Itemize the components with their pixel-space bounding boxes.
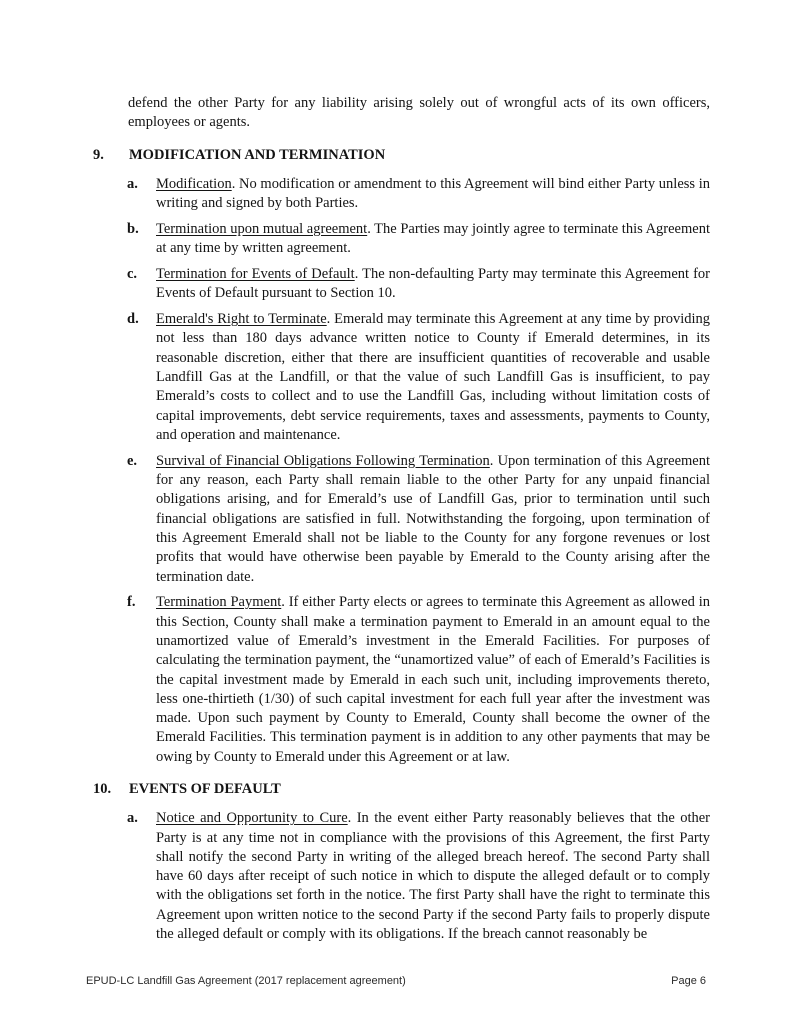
clause-body: . Emerald may terminate this Agreement at any time by providing not less than 180 days advance written notice to County if Emerald determines, in its reasonable discretion, either that there are insufficient quantities of recoverable and usable Landfill Gas at the Landfill, or that the value of such Landfill Gas is insufficient, to pay Emerald’s costs to collect and to use the Landfill Gas, including without limitation costs of capital improvements, debt service requirements, taxes and assessments, payments to County, and operation and maintenance. xyxy=(156,311,711,443)
clause-letter: a. xyxy=(127,175,138,192)
clause-paragraph xyxy=(156,175,710,214)
section-title: EVENTS OF DEFAULT xyxy=(129,781,281,797)
clause-letter: d. xyxy=(127,311,139,328)
clause-letter: a. xyxy=(127,810,138,827)
clause-item-9b xyxy=(93,220,710,259)
section-heading-9 xyxy=(93,146,710,165)
clause-item-9e xyxy=(93,452,710,587)
clause-paragraph xyxy=(156,220,710,259)
clause-body: . If either Party elects or agrees to terminate this Agreement as allowed in this Section, County shall make a termination payment to Emerald in an amount equal to the unamortized value of Emerald’s investment in the Emerald Facilities. For purposes of calculating the termination payment, the “unamortized value” of each of Emerald’s Facilities is the capital investment made by Emerald in each such unit, including improvements thereto, less one-thirtieth (1/30) of such capital investment for each full year after the investment was made. Upon such payment by County to Emerald, County shall become the owner of the Emerald Facilities. This termination payment is in addition to any other payments that may be owing by County to Emerald under this Agreement or at law. xyxy=(156,594,710,765)
clause-item-9a xyxy=(93,175,710,214)
clause-paragraph xyxy=(156,265,710,304)
clause-body: . The non-defaulting Party may terminate this Agreement for Events of Default pursuant to Section 10. xyxy=(156,266,710,302)
clause-paragraph xyxy=(156,593,710,767)
section-number: 9. xyxy=(93,146,104,163)
clause-letter: f. xyxy=(127,594,136,611)
section-number: 10. xyxy=(93,781,112,797)
clause-lead-underlined: Survival of Financial Obligations Following Termination xyxy=(156,452,490,469)
clause-lead-underlined: Emerald's Right to Terminate xyxy=(156,311,327,328)
document-body xyxy=(93,94,710,951)
clause-item-10a xyxy=(93,809,710,944)
footer-document-title: EPUD-LC Landfill Gas Agreement (2017 replacement agreement) xyxy=(86,975,406,987)
section-heading-10 xyxy=(93,780,710,799)
footer-page-number: Page 6 xyxy=(671,975,706,987)
clause-paragraph xyxy=(156,310,710,445)
clause-lead-underlined: Termination Payment xyxy=(156,594,282,611)
clause-body: . In the event either Party reasonably believes that the other Party is at any time not in compliance with the provisions of this Agreement, the first Party shall notify the second Party in writing of the alleged breach hereof. The second Party shall have 60 days after receipt of such notice in which to dispute the alleged default or to comply with the obligations set forth in the notice. The first Party shall have the right to terminate this Agreement upon written notice to the second Party if the second Party fails to properly dispute the alleged default or comply with its obligations. If the breach cannot reasonably be xyxy=(156,810,710,943)
clause-item-9c xyxy=(93,265,710,304)
footer xyxy=(86,975,706,987)
clause-body: . Upon termination of this Agreement for any reason, each Party shall remain liable to the other Party for any unpaid financial obligations arising, and for Emerald’s use of Landfill Gas, prior to termination until such financial obligations are satisfied in full. Notwithstanding the forgoing, upon termination of this Agreement Emerald shall not be liable to the County for any forgone revenues or lost profits that would have otherwise been payable by Emerald to the County arising after the termination date. xyxy=(156,452,710,585)
clause-paragraph xyxy=(156,809,710,944)
clause-lead-underlined: Termination upon mutual agreement xyxy=(156,220,368,237)
clause-letter: c. xyxy=(127,266,138,283)
clause-paragraph xyxy=(156,452,710,587)
paragraph-continuation: defend the other Party for any liability arising solely out of wrongful acts of its own officers, employees or agents. xyxy=(128,95,710,131)
clause-item-9f xyxy=(93,593,710,767)
clause-lead-underlined: Modification xyxy=(156,175,232,192)
clause-body: . No modification or amendment to this Agreement will bind either Party unless in writing and signed by both Parties. xyxy=(156,175,710,212)
clause-body: . The Parties may jointly agree to terminate this Agreement at any time by written agreement. xyxy=(156,220,710,257)
section-title: MODIFICATION AND TERMINATION xyxy=(129,146,386,163)
clause-lead-underlined: Notice and Opportunity to Cure xyxy=(156,810,348,827)
clause-item-9d xyxy=(93,310,710,445)
clause-lead-underlined: Termination for Events of Default xyxy=(156,266,355,283)
clause-letter: b. xyxy=(127,220,139,237)
clause-letter: e. xyxy=(127,452,138,469)
